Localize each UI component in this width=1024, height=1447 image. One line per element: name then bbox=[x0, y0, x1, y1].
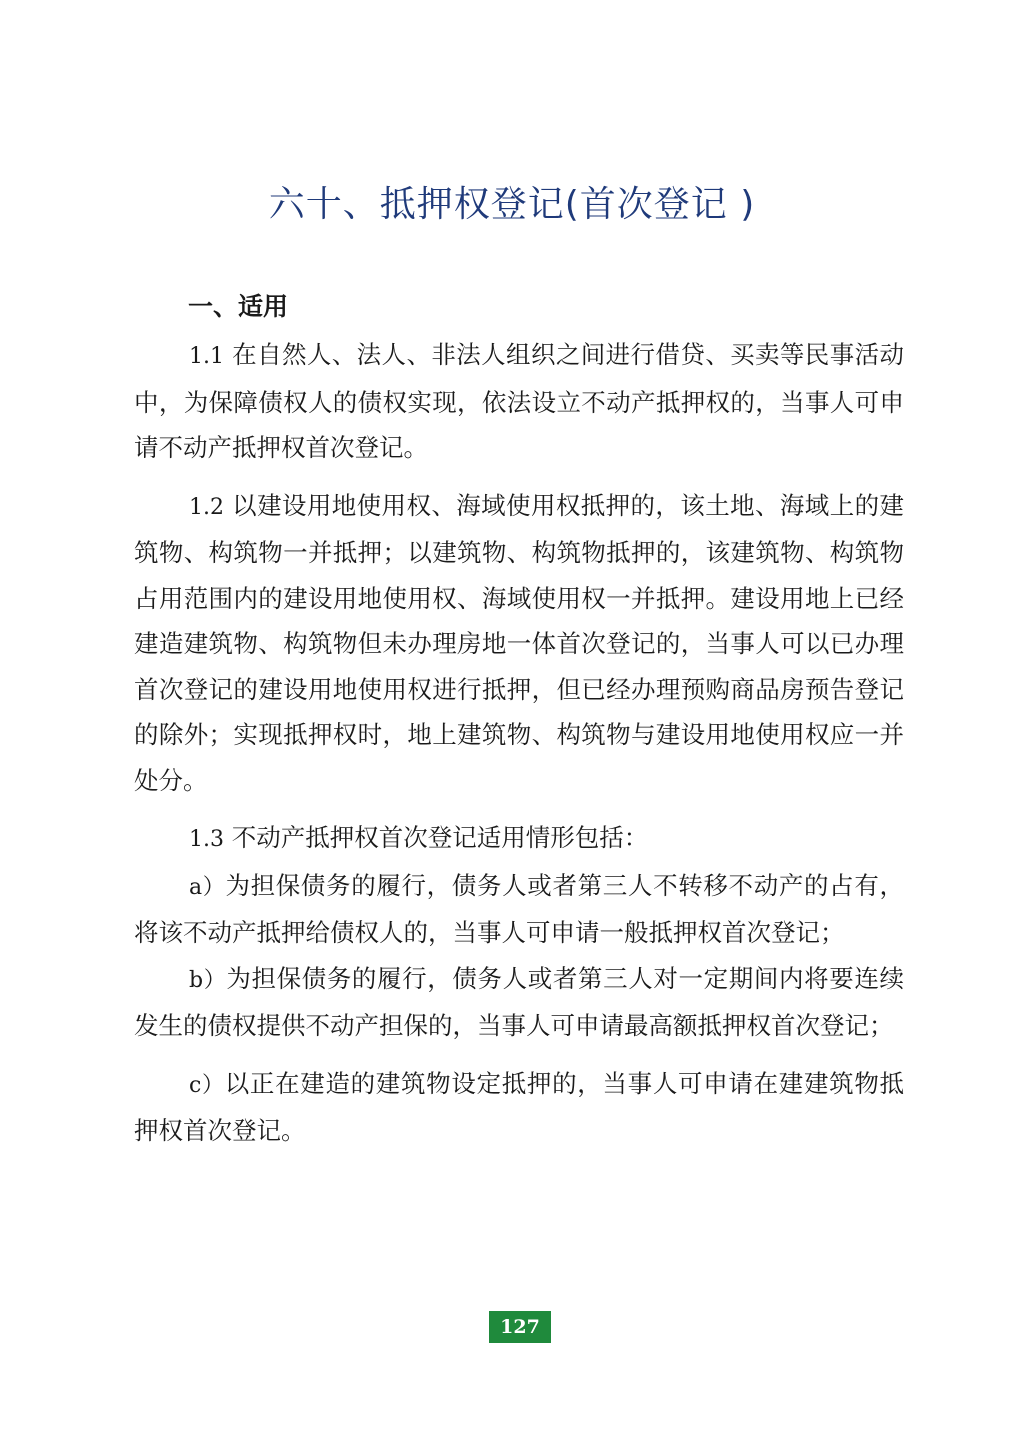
paragraph-1-1 bbox=[134, 332, 904, 471]
item-letter: b） bbox=[189, 967, 227, 993]
paragraph-number: 1.3 bbox=[189, 827, 224, 852]
paragraph-1-3 bbox=[134, 815, 904, 863]
document-body bbox=[134, 286, 904, 1166]
paragraph-text: 为担保债务的履行，债务人或者第三人不转移不动产的占有，将该不动产抵押给债权人的，当事人可申请一般抵押权首次登记； bbox=[134, 870, 904, 947]
paragraph-text: 以正在建造的建筑物设定抵押的，当事人可申请在建建筑物抵押权首次登记。 bbox=[134, 1068, 905, 1145]
paragraph-number: 1.2 bbox=[189, 494, 224, 520]
page-title: 六十、抵押权登记(首次登记 ) bbox=[268, 184, 756, 225]
page-number-badge: 127 bbox=[489, 1311, 551, 1343]
section-heading: 一、适用 bbox=[188, 292, 289, 321]
paragraph-item-a bbox=[134, 863, 904, 956]
paragraph-text: 在自然人、法人、非法人组织之间进行借贷、买卖等民事活动中，为保障债权人的债权实现，依法设立不动产抵押权的，当事人可申请不动产抵押权首次登记。 bbox=[134, 340, 904, 462]
paragraph-text: 以建设用地使用权、海域使用权抵押的，该土地、海域上的建筑物、构筑物一并抵押；以建筑物、构筑物抵押的，该建筑物、构筑物占用范围内的建设用地使用权、海域使用权一并抵押。建设用地上已经建造建筑物、构筑物但未办理房地一体首次登记的，当事人可以已办理首次登记的建设用地使用权进行抵押，但已经办理预购商品房预告登记的除外；实现抵押权时，地上建筑物、构筑物与建设用地使用权应一并处分。 bbox=[134, 490, 904, 795]
paragraph-1-2 bbox=[134, 483, 904, 804]
paragraph-item-c bbox=[134, 1061, 904, 1154]
item-letter: a） bbox=[189, 874, 226, 900]
paragraph-text: 为担保债务的履行，债务人或者第三人对一定期间内将要连续发生的债权提供不动产担保的，当事人可申请最高额抵押权首次登记； bbox=[134, 963, 904, 1040]
paragraph-text: 不动产抵押权首次登记适用情形包括： bbox=[224, 823, 649, 852]
paragraph-item-b bbox=[134, 956, 904, 1049]
paragraph-number: 1.1 bbox=[189, 344, 224, 369]
item-letter: c） bbox=[189, 1072, 225, 1098]
